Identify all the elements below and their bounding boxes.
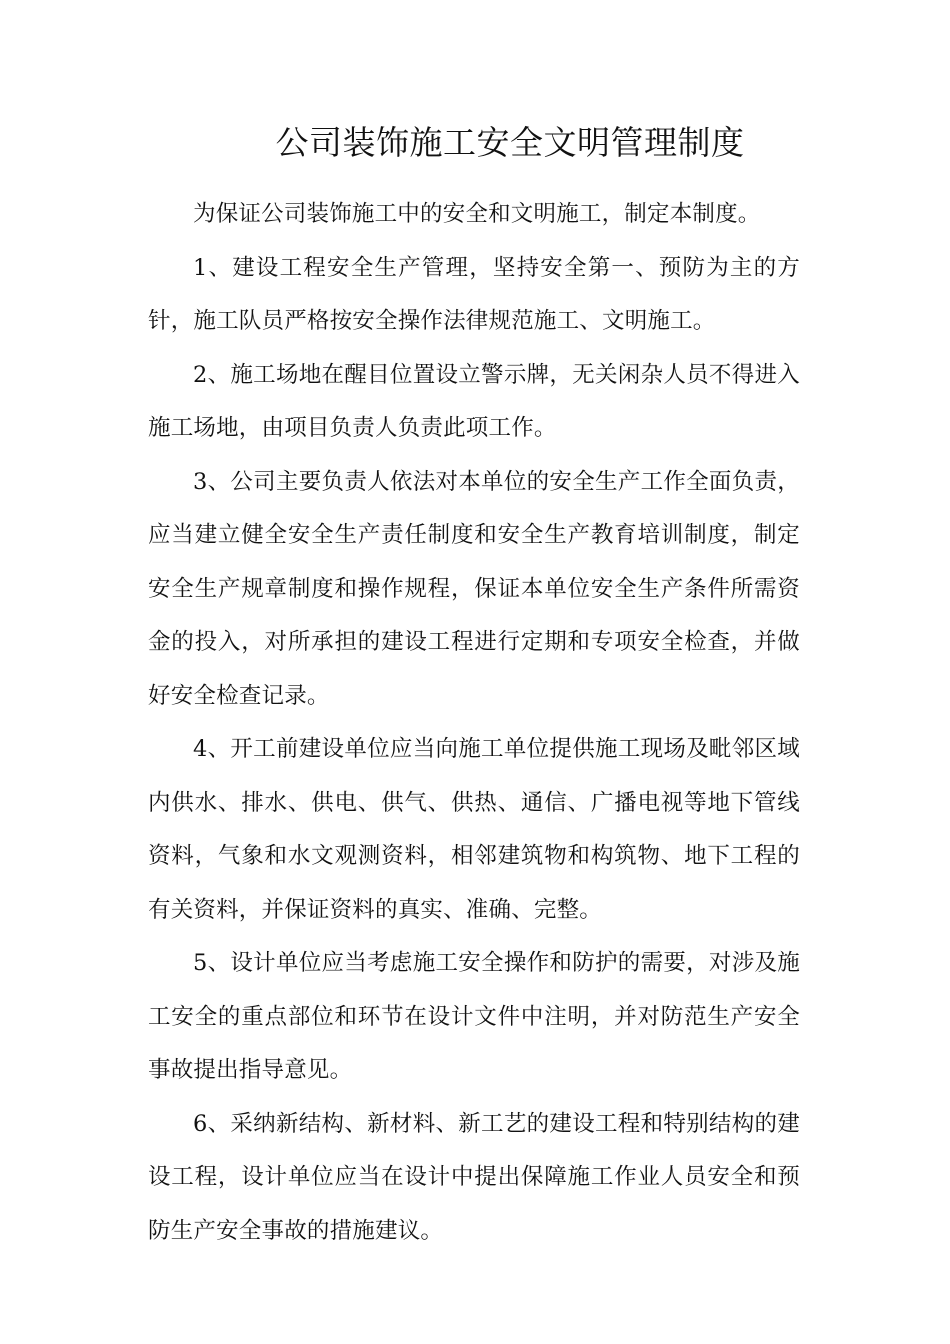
paragraph-item-1: 1、建设工程安全生产管理，坚持安全第一、预防为主的方针，施工队员严格按安全操作法律规范施工、文明施工。 <box>148 254 800 334</box>
document-title: 公司装饰施工安全文明管理制度 <box>275 123 745 162</box>
paragraph-item-2: 2、施工场地在醒目位置设立警示牌，无关闲杂人员不得进入施工场地，由项目负责人负责此项工作。 <box>148 361 800 441</box>
document-body <box>148 188 800 1258</box>
paragraph-item-4: 4、开工前建设单位应当向施工单位提供施工现场及毗邻区域内供水、排水、供电、供气、供热、通信、广播电视等地下管线资料，气象和水文观测资料，相邻建筑物和构筑物、地下工程的有关资料，并保证资料的真实、准确、完整。 <box>148 736 800 923</box>
paragraph-intro: 为保证公司装饰施工中的安全和文明施工，制定本制度。 <box>193 201 761 227</box>
paragraph-item-3: 3、公司主要负责人依法对本单位的安全生产工作全面负责，应当建立健全安全生产责任制度和安全生产教育培训制度，制定安全生产规章制度和操作规程，保证本单位安全生产条件所需资金的投入，对所承担的建设工程进行定期和专项安全检查，并做好安全检查记录。 <box>148 468 800 709</box>
paragraph-item-5: 5、设计单位应当考虑施工安全操作和防护的需要，对涉及施工安全的重点部位和环节在设计文件中注明，并对防范生产安全事故提出指导意见。 <box>148 950 800 1083</box>
paragraph-item-6: 6、采纳新结构、新材料、新工艺的建设工程和特别结构的建设工程，设计单位应当在设计中提出保障施工作业人员安全和预防生产安全事故的措施建议。 <box>148 1110 800 1244</box>
